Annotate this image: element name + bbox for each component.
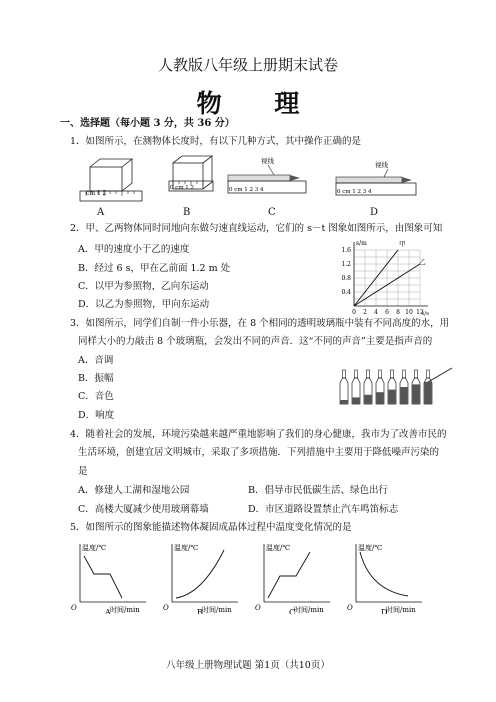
q5-graph-d — [347, 543, 422, 614]
q1-label-b: B — [183, 207, 191, 218]
q3-option-d: D．响度 — [78, 410, 115, 421]
y-axis-label: 温度/℃ — [82, 544, 107, 552]
bottle-neck — [391, 370, 394, 378]
q2-option-d: D．以乙为参照物，甲向东运动 — [78, 299, 210, 310]
q4-option-c: C．高楼大厦减少使用玻璃幕墙 — [78, 504, 209, 515]
bottle-water — [401, 387, 408, 404]
temperature-curve — [176, 550, 224, 598]
x-axis-label: 时间/min — [110, 606, 140, 614]
page-footer: 八年级上册物理试题 第1页（共10页） — [166, 660, 330, 671]
q3-option-c: C．音色 — [78, 391, 114, 402]
graph-label: B — [197, 608, 203, 614]
bottle-neck — [415, 370, 418, 378]
bottle-water — [365, 395, 372, 404]
q3-stem-line1: 3．如图所示，同学们自制一件小乐器，在 8 个相同的透明玻璃瓶中装有不同高度的水，用 — [70, 318, 450, 329]
bottle-water — [341, 400, 348, 404]
q5-graph-b — [163, 543, 238, 614]
bottle-water — [389, 390, 396, 404]
bottle-neck — [355, 370, 358, 378]
x-tick-label: 6 — [385, 309, 389, 316]
striking-stick — [428, 368, 452, 382]
q4-stem-line2: 生活环境，创建宜居文明城市，采取了多项措施．下列措施中主要用于降低噪声污染的 — [78, 447, 440, 458]
q1-c-ruler-text: 0 cm 1 2 3 4 — [229, 187, 264, 193]
x-tick-label: 0 — [352, 309, 356, 316]
q1-figure-c — [228, 156, 306, 193]
q3-bottles-figure — [336, 364, 456, 406]
y-tick-label: 0.8 — [341, 275, 351, 282]
q3-stem-line2: 同样大小的力敲击 8 个玻璃瓶，会发出不同的声音．这“不同的声音”主要是指声音的 — [78, 336, 433, 347]
x-axis-label: 时间/min — [294, 606, 324, 614]
q4-option-a: A．修建人工湖和湿地公园 — [78, 485, 190, 496]
graph-label: D — [381, 608, 388, 614]
bottle-neck — [427, 370, 430, 378]
y-axis-label: 温度/℃ — [358, 544, 383, 552]
q2-stem: 2．甲、乙两物体同时同地向东做匀速直线运动，它们的 s－t 图象如图所示，由图象可知 — [70, 223, 443, 234]
q1-figure-b — [169, 156, 213, 191]
q2-option-a: A．甲的速度小于乙的速度 — [78, 244, 190, 255]
q4-stem-line3: 是 — [78, 466, 88, 477]
y-tick-label: 0.4 — [341, 289, 351, 296]
bottle-neck — [379, 370, 382, 378]
subject-title: 物 理 — [196, 89, 322, 118]
x-tick-label: 10 — [405, 309, 413, 316]
exam-title: 人教版八年级上册期末试卷 — [157, 56, 338, 74]
x-tick-label: 4 — [374, 309, 378, 316]
graph-label: A — [105, 608, 111, 614]
origin-label: O — [163, 604, 169, 612]
x-tick-label: 12 — [416, 309, 424, 316]
y-axis-label: 温度/℃ — [174, 544, 199, 552]
q1-label-c: C — [268, 207, 276, 218]
x-axis-label: t/s — [422, 311, 429, 317]
q1-d-sight-label: 视线 — [375, 161, 388, 169]
x-tick-label: 2 — [363, 309, 367, 316]
origin-label: O — [71, 604, 77, 612]
series-label-1: 甲 — [399, 240, 406, 248]
y-tick-label: 1.2 — [341, 261, 351, 268]
q2-option-b: B．经过 6 s，甲在乙前面 1.2 m 处 — [78, 263, 231, 274]
y-axis-label: 温度/℃ — [266, 544, 291, 552]
bottle-water — [377, 392, 384, 403]
temperature-curve — [268, 552, 310, 598]
bottle-neck — [367, 370, 370, 378]
q3-option-b: B．振幅 — [78, 373, 114, 384]
q4-option-d: D．市区道路设置禁止汽车鸣笛标志 — [248, 504, 399, 515]
graph-label: C — [289, 608, 296, 614]
temperature-curve — [360, 552, 408, 596]
q4-option-b: B．倡导市民低碳生活、绿色出行 — [248, 485, 388, 496]
q1-figure-d — [336, 160, 416, 195]
q4-stem-line1: 4．随着社会的发展，环境污染越来越严重地影响了我们的身心健康，我市为了改善市民的 — [70, 429, 447, 440]
origin-label: O — [347, 604, 353, 612]
x-axis-label: 时间/min — [386, 606, 416, 614]
q2-option-c: C．以甲为参照物，乙向东运动 — [78, 281, 209, 292]
y-tick-label: 1.6 — [341, 247, 351, 254]
bottle-neck — [403, 370, 406, 378]
q5-temperature-graphs — [70, 538, 450, 614]
temperature-curve — [84, 556, 122, 598]
q1-figure-a — [80, 159, 142, 201]
bottle-water — [425, 382, 432, 404]
q1-c-sight-label: 视线 — [261, 157, 274, 165]
q5-stem: 5．如图所示的图象能描述物体凝固成晶体过程中温度变化情况的是 — [70, 522, 352, 533]
q1-label-d: D — [370, 207, 379, 218]
q1-a-ruler-text: cm 1 2 — [86, 190, 107, 197]
q1-b-ruler-text: 0 cm 1 2 — [170, 185, 195, 191]
q1-d-ruler-text: 0 cm 1 2 3 4 — [337, 189, 372, 195]
q1-label-a: A — [97, 207, 105, 218]
section-heading: 一、选择题（每小题 3 分，共 36 分） — [60, 118, 235, 129]
origin-label: O — [255, 604, 261, 612]
bottle-water — [353, 397, 360, 403]
x-tick-label: 8 — [396, 309, 400, 316]
y-axis-label: s/m — [356, 240, 367, 247]
x-axis-label: 时间/min — [202, 606, 232, 614]
q2-st-chart — [336, 238, 436, 318]
series-label-2: 乙 — [419, 257, 426, 266]
q5-graph-a — [71, 543, 146, 614]
q1-figures — [78, 151, 418, 215]
q3-option-a: A．音调 — [78, 355, 114, 366]
bottle-neck — [343, 370, 346, 378]
bottle-water — [413, 384, 420, 403]
q5-graph-c — [255, 543, 330, 614]
q1-stem: 1．如图所示，在测物体长度时，有以下几种方式，其中操作正确的是 — [70, 136, 362, 147]
